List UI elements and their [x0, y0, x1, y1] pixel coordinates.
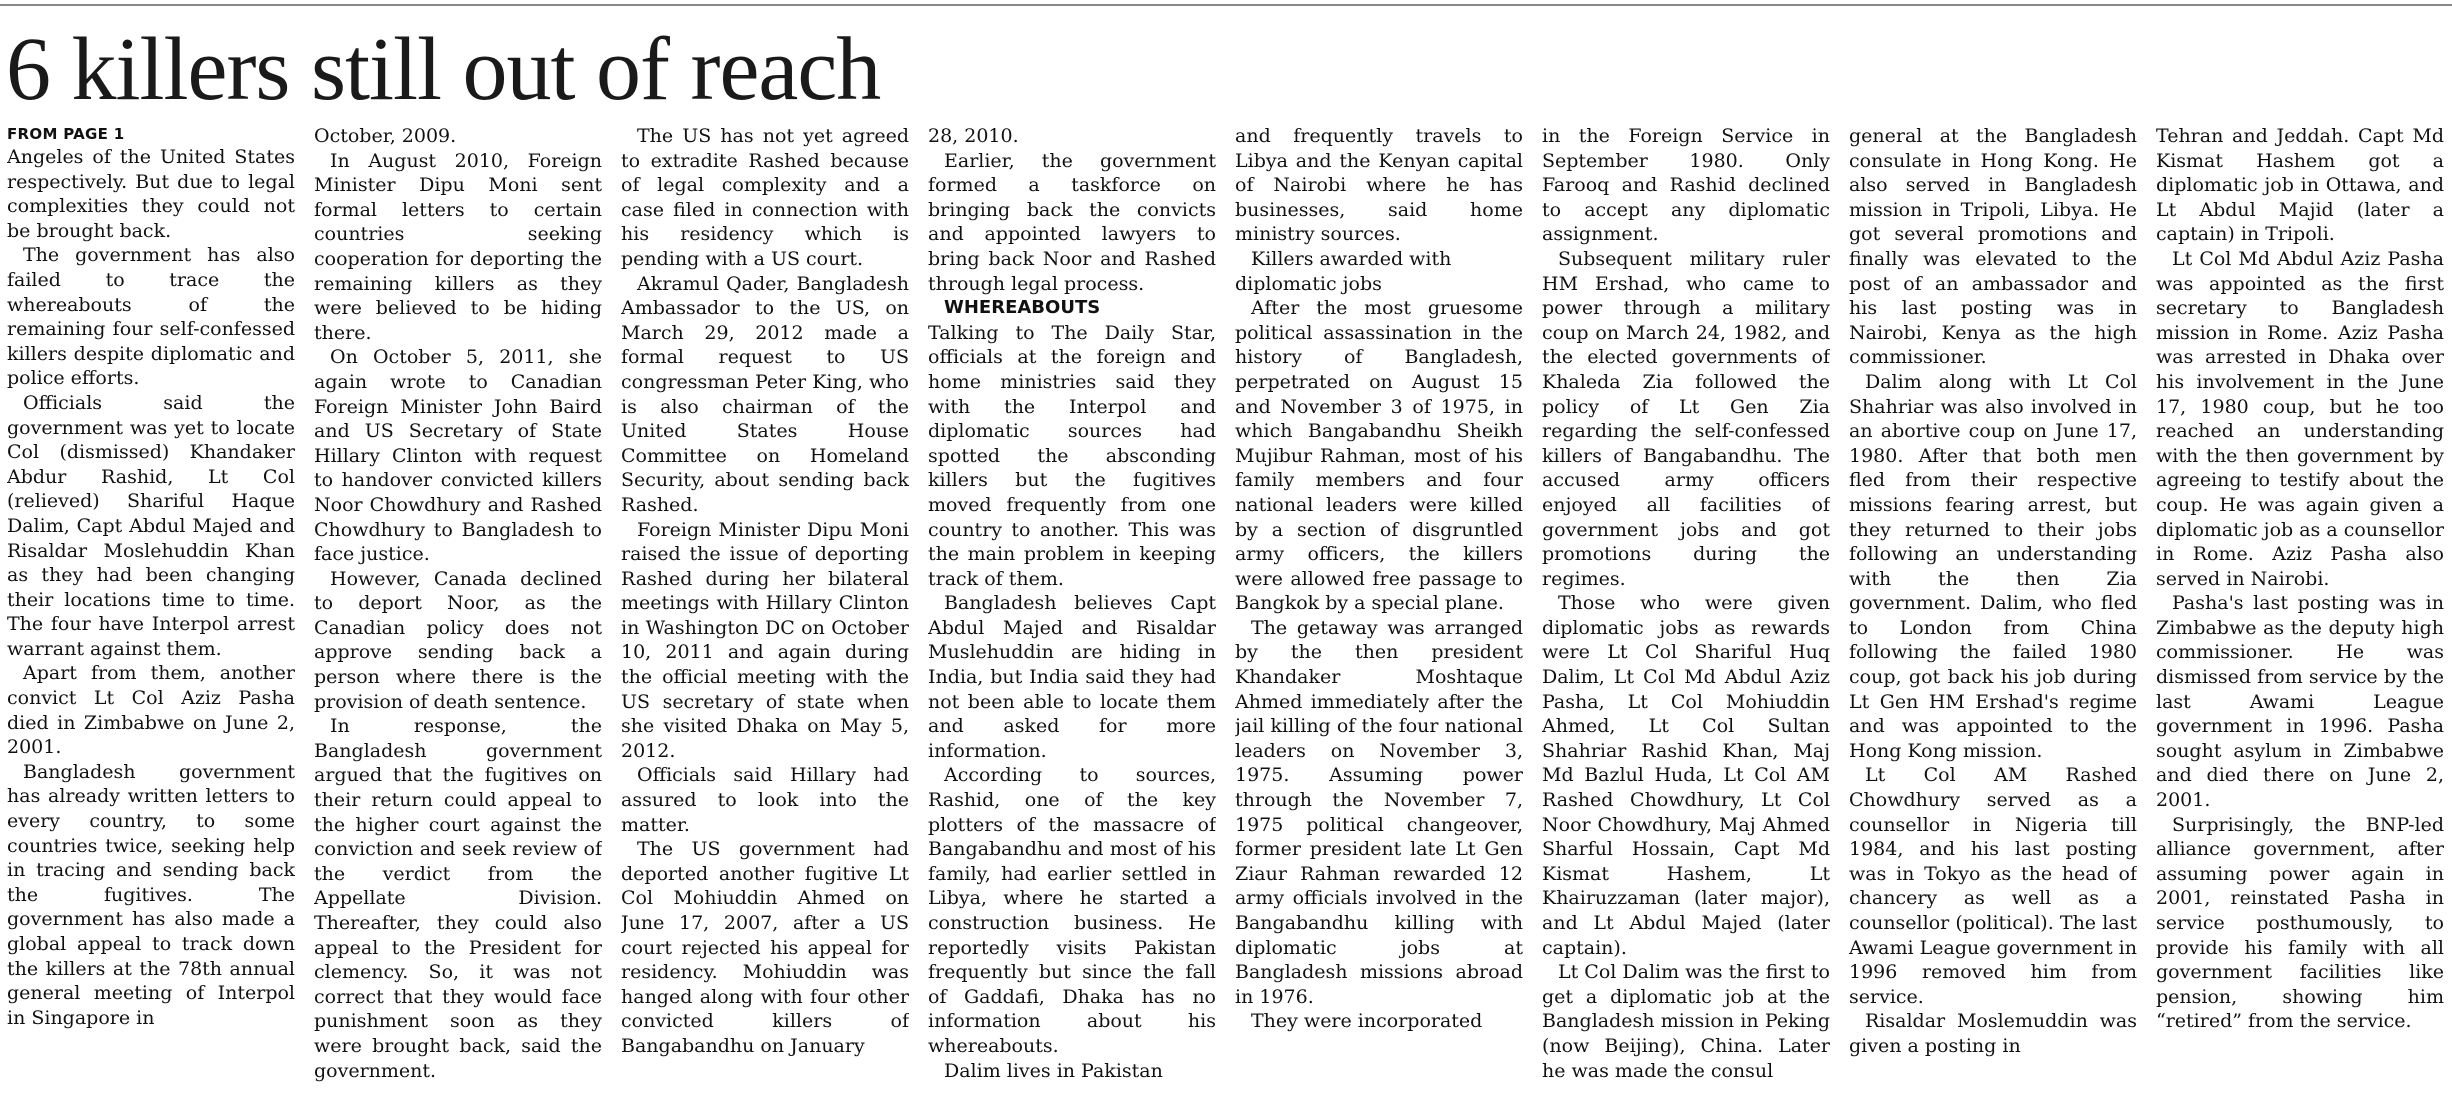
paragraph: On October 5, 2011, she again wrote to Canadian Foreign Minister John Baird and US Secretary of State Hillary Clinton with request to handover convicted killers Noor Chowdhury and Rashed Chowdhury to Bangladesh to face justice. [314, 346, 602, 566]
article-column-6 [1542, 124, 1830, 1100]
section-subhead-whereabouts: WHEREABOUTS [944, 297, 1101, 319]
paragraph: Surprisingly, the BNP-led alliance government, after assuming power again in 2001, reinstated Pasha in service posthumously, to provide his family with all government facilities like pension, showing him “retired” from the service. [2156, 813, 2444, 1033]
article-body [7, 124, 2445, 1100]
paragraph: Akramul Qader, Bangladesh Ambassador to the US, on March 29, 2012 made a formal request to US congressman Peter King, who is also chairman of the United States House Committee on Homeland Security, about sending back Rashed. [621, 272, 909, 516]
paragraph: Pasha's last posting was in Zimbabwe as the deputy high commissioner. He was dismissed from service by the last Awami League government in 1996. Pasha sought asylum in Zimbabwe and died there on June 2, 2001. [2156, 592, 2444, 812]
section-subhead-diplomatic-jobs: Killers awarded with diplomatic jobs [1235, 247, 1452, 295]
paragraph: Lt Col Md Abdul Aziz Pasha was appointed as the first secretary to Bangladesh mission in Rome. Aziz Pasha was arrested in Dhaka over his involvement in the June 17, 1980 coup, but he too reached an understanding with the then government by agreeing to testify about the coup. He was again given a diplomatic job as a counsellor in Rome. Aziz Pasha also served in Nairobi. [2156, 247, 2444, 590]
paragraph: Tehran and Jeddah. Capt Md Kismat Hashem got a diplomatic job in Ottawa, and Lt Abdul Majid (later a captain) in Tripoli. [2156, 125, 2444, 246]
paragraph: Bangladesh believes Capt Abdul Majed and Risaldar Muslehuddin are hiding in India, but India said they had not been able to locate them and asked for more information. [928, 592, 1216, 762]
paragraph: Subsequent military ruler HM Ershad, who came to power through a military coup on March 24, 1982, and the elected governments of Khaleda Zia followed the policy of Lt Gen Zia regarding the self-confessed killers of Bangabandhu. The accused army officers enjoyed all facilities of government jobs and got promotions during the regimes. [1542, 247, 1830, 590]
paragraph: In August 2010, Foreign Minister Dipu Moni sent formal letters to certain countries seeking cooperation for deporting the remaining killers as they were believed to be hiding there. [314, 149, 602, 344]
paragraph: According to sources, Rashid, one of the key plotters of the massacre of Bangabandhu and most of his family, had earlier settled in Libya, where he started a construction business. He reportedly visits Pakistan frequently but since the fall of Gaddafi, Dhaka has no information about his whereabouts. [928, 764, 1216, 1057]
headline: 6 killers still out of reach [6, 20, 881, 119]
paragraph: Apart from them, another convict Lt Col Aziz Pasha died in Zimbabwe on June 2, 2001. [7, 662, 295, 759]
paragraph: October, 2009. [314, 125, 457, 147]
paragraph: Officials said the government was yet to locate Col (dismissed) Khandaker Abdur Rashid, Lt Col (relieved) Shariful Haque Dalim, Capt Abdul Majed and Risaldar Moslehuddin Khan as they had been changing their locations time to time. The four have Interpol arrest warrant against them. [7, 391, 295, 660]
article-column-3 [621, 124, 909, 1100]
paragraph: Those who were given diplomatic jobs as rewards were Lt Col Shariful Huq Dalim, Lt Col Md Abdul Aziz Pasha, Lt Col Mohiuddin Ahmed, Lt Col Sultan Shahriar Rashid Khan, Maj Md Bazlul Huda, Lt Col AM Rashed Chowdhury, Lt Col Noor Chowdhury, Maj Ahmed Sharful Hossain, Capt Md Kismat Hashem, Lt Khairuzzaman (later major), and Lt Abdul Majed (later captain). [1542, 592, 1830, 959]
paragraph: The US has not yet agreed to extradite Rashed because of legal complexity and a case filed in connection with his residency which is pending with a US court. [621, 125, 909, 270]
paragraph: Risaldar Moslemuddin was given a posting in [1849, 1010, 2137, 1057]
paragraph: Foreign Minister Dipu Moni raised the issue of deporting Rashed during her bilateral meetings with Hillary Clinton in Washington DC on October 10, 2011 and again during the official meeting with the US secretary of state when she visited Dhaka on May 5, 2012. [621, 518, 909, 762]
paragraph: 28, 2010. [928, 125, 1019, 147]
article-column-1 [7, 124, 295, 1100]
paragraph: The getaway was arranged by the then president Khandaker Moshtaque Ahmed immediately after the jail killing of the four national leaders on November 3, 1975. Assuming power through the November 7, 1975 political changeover, former president late Lt Gen Ziaur Rahman rewarded 12 army officials involved in the Bangabandhu killing with diplomatic jobs at Bangladesh missions abroad in 1976. [1235, 616, 1523, 1008]
paragraph: Talking to The Daily Star, officials at the foreign and home ministries said they with the Interpol and diplomatic sources had spotted the absconding killers but the fugitives moved frequently from one country to another. This was the main problem in keeping track of them. [928, 321, 1216, 590]
paragraph: They were incorporated [1251, 1010, 1483, 1033]
paragraph: in the Foreign Service in September 1980. Only Farooq and Rashid declined to accept any diplomatic assignment. [1542, 125, 1830, 246]
paragraph: In response, the Bangladesh government argued that the fugitives on their return could appeal to the higher court against the conviction and seek review of the verdict from the Appellate Division. Thereafter, they could also appeal to the President for clemency. So, it was not correct that they would face punishment soon as they were brought back, said the government. [314, 715, 602, 1082]
paragraph: Dalim lives in Pakistan [944, 1059, 1163, 1082]
paragraph: After the most gruesome political assassination in the history of Bangladesh, perpetrated on August 15 and November 3 of 1975, in which Bangabandhu Sheikh Mujibur Rahman, most of his family members and four national leaders were killed by a section of disgruntled army officers, the killers were allowed free passage to Bangkok by a special plane. [1235, 297, 1523, 615]
paragraph: Angeles of the United States respectively. But due to legal complexities they could not be brought back. [7, 146, 295, 242]
paragraph: Lt Col Dalim was the first to get a diplomatic job at the Bangladesh mission in Peking (now Beijing), China. Later he was made the consul [1542, 961, 1830, 1082]
paragraph: The US government had deported another fugitive Lt Col Mohiuddin Ahmed on June 17, 2007, after a US court rejected his appeal for residency. Mohiuddin was hanged along with four other convicted killers of Bangabandhu on January [621, 838, 909, 1057]
article-column-8 [2156, 124, 2444, 1100]
article-column-4 [928, 124, 1216, 1100]
paragraph: Bangladesh government has already written letters to every country, to some countries twice, seeking help in tracing and sending back the fugitives. The government has also made a global appeal to track down the killers at the 78th annual general meeting of Interpol in Singapore in [7, 760, 295, 1029]
article-column-5 [1235, 124, 1523, 1100]
paragraph: The government has also failed to trace the whereabouts of the remaining four self-confessed killers despite diplomatic and police efforts. [7, 244, 295, 390]
article-column-2 [314, 124, 602, 1100]
continued-from-label: FROM PAGE 1 [7, 125, 125, 143]
paragraph: Dalim along with Lt Col Shahriar was also involved in an abortive coup on June 17, 1980. After that both men fled from their respective missions fearing arrest, but they returned to their jobs following an understanding with the then Zia government. Dalim, who fled to London from China following the failed 1980 coup, got back his job during Lt Gen HM Ershad's regime and was appointed to the Hong Kong mission. [1849, 370, 2137, 762]
paragraph: Earlier, the government formed a taskforce on bringing back the convicts and appointed lawyers to bring back Noor and Rashed through legal process. [928, 149, 1216, 295]
paragraph: Lt Col AM Rashed Chowdhury served as a counsellor in Nigeria till 1984, and his last posting was in Tokyo as the head of chancery as well as a counsellor (political). The last Awami League government in 1996 removed him from service. [1849, 764, 2137, 1008]
paragraph: and frequently travels to Libya and the Kenyan capital of Nairobi where he has businesses, said home ministry sources. [1235, 125, 1523, 246]
paragraph: However, Canada declined to deport Noor, as the Canadian policy does not approve sending back a person where there is the provision of death sentence. [314, 567, 602, 713]
top-rule [0, 4, 2452, 6]
paragraph: general at the Bangladesh consulate in Hong Kong. He also served in Bangladesh mission in Tripoli, Libya. He got several promotions and finally was elevated to the post of an ambassador and his last posting was in Nairobi, Kenya as the high commissioner. [1849, 125, 2137, 369]
article-column-7 [1849, 124, 2137, 1100]
paragraph: Officials said Hillary had assured to look into the matter. [621, 764, 909, 836]
